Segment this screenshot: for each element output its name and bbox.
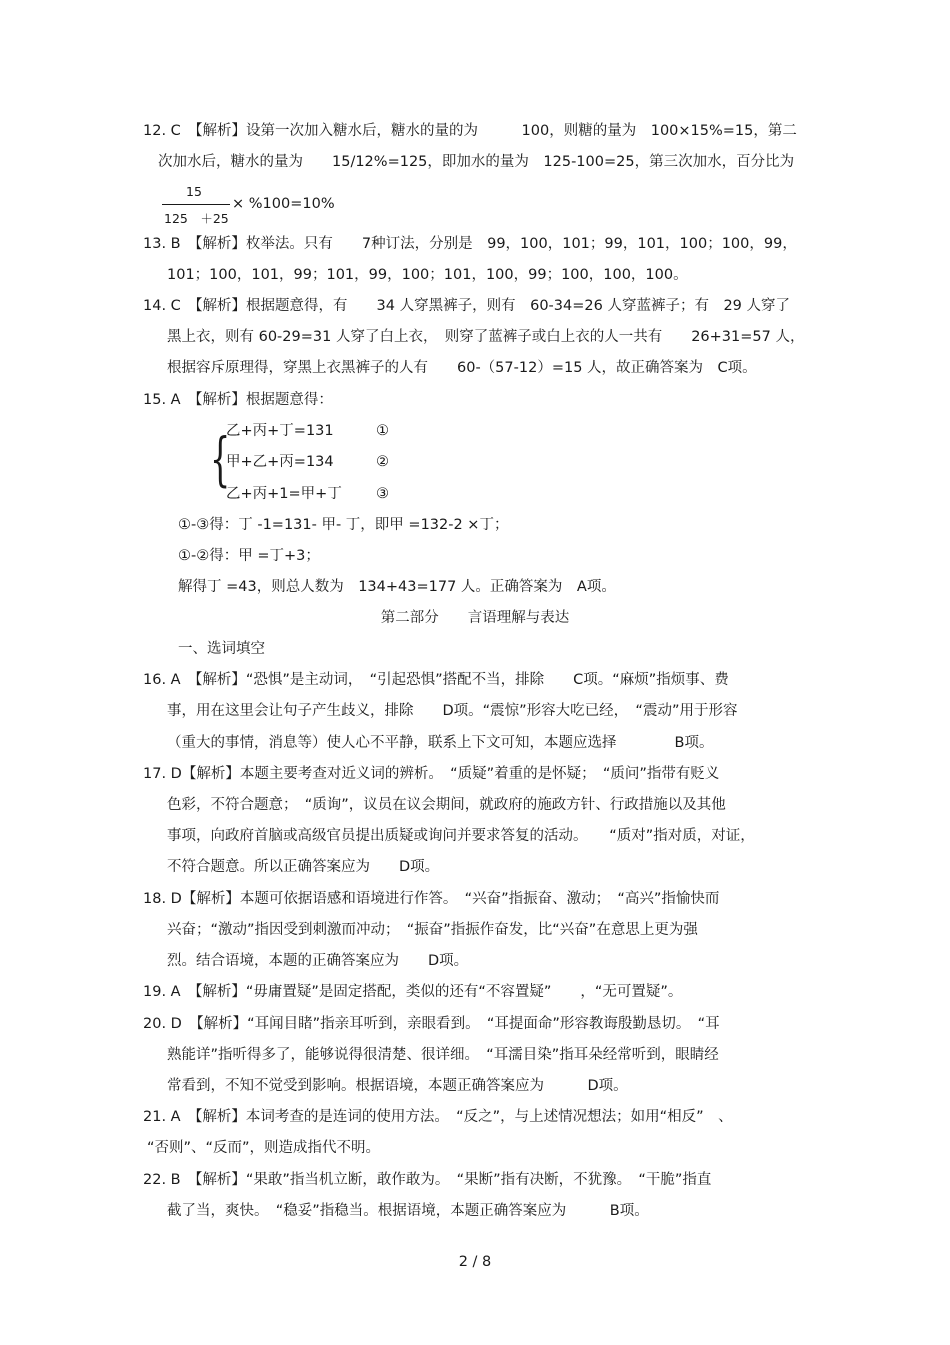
answer-19-line-1: 19. A 【解析】“毋庸置疑”是固定搭配，类似的还有“不容置疑” ，“无可置疑”。: [143, 984, 683, 1000]
answer-12-line-2: 次加水后，糖水的量为 15/12%=125，即加水的量为 125-100=25，第三次加水，百分比为: [158, 154, 795, 170]
answer-14-line-2: 黑上衣，则有 60-29=31 人穿了白上衣， 则穿了蓝裤子或白上衣的人一共有 26+31=57 人，: [167, 329, 805, 345]
answer-15-step-2: ①-②得：甲 =丁+3；: [178, 548, 320, 564]
answer-18-line-3: 烈。结合语境，本题的正确答案应为 D项。: [167, 953, 469, 969]
equation-3: 乙+丙+1=甲+丁: [226, 486, 342, 502]
section-title: 一、选词填空: [178, 641, 265, 657]
equation-2-mark: ②: [376, 454, 389, 470]
fraction-tail: × %100=10%: [232, 196, 335, 212]
equation-2: 甲+乙+丙=134: [226, 454, 334, 470]
answer-17-line-4: 不符合题意。所以正确答案应为 D项。: [167, 859, 440, 875]
fraction-denominator: 125 ＋25: [164, 211, 229, 226]
answer-13-line-1: 13. B 【解析】枚举法。只有 7种订法，分别是 99，100，101；99，101，100；100，99，: [143, 236, 797, 252]
fraction-bar: [162, 204, 230, 205]
answer-20-line-2: 熟能详”指听得多了，能够说得很清楚、很详细。 “耳濡目染”指耳朵经常听到，眼睛经: [167, 1047, 719, 1063]
equation-1: 乙+丙+丁=131: [226, 423, 334, 439]
answer-18-line-2: 兴奋；“激动”指因受到刺激而冲动； “振奋”指振作奋发，比“兴奋”在意思上更为强: [167, 922, 698, 938]
part-title: 第二部分 言语理解与表达: [380, 610, 570, 626]
answer-12-line-1: 12. C 【解析】设第一次加入糖水后，糖水的量的为 100，则糖的量为 100×15%=15，第二: [143, 123, 797, 139]
answer-15-line-1: 15. A 【解析】根据题意得：: [143, 392, 333, 408]
answer-21-line-1: 21. A 【解析】本词考查的是连词的使用方法。 “反之”，与上述情况想法；如用“相反” 、: [143, 1109, 733, 1125]
equation-1-mark: ①: [376, 423, 389, 439]
answer-17-line-3: 事项，向政府首脑或高级官员提出质疑或询问并要求答复的活动。 “质对”指对质，对证，: [167, 828, 755, 844]
answer-17-line-1: 17. D【解析】本题主要考查对近义词的辨析。 “质疑”着重的是怀疑； “质问”指带有贬义: [143, 766, 720, 782]
answer-18-line-1: 18. D【解析】本题可依据语感和语境进行作答。 “兴奋”指振奋、激动； “高兴”指愉快而: [143, 891, 720, 907]
answer-21-line-2: “否则”、“反而”，则造成指代不明。: [147, 1140, 381, 1156]
answer-17-line-2: 色彩，不符合题意； “质询”，议员在议会期间，就政府的施政方针、行政措施以及其他: [167, 797, 726, 813]
answer-13-line-2: 101；100，101，99；101，99，100；101，100，99；100，100，100。: [167, 267, 688, 283]
answer-16-line-2: 事，用在这里会让句子产生歧义，排除 D项。“震惊”形容大吃已经， “震动”用于形容: [167, 703, 738, 719]
brace-icon: {: [210, 425, 231, 493]
answer-20-line-1: 20. D 【解析】“耳闻目睹”指亲耳听到，亲眼看到。 “耳提面命”形容教诲殷勤恳切。 “耳: [143, 1016, 720, 1032]
answer-16-line-3: （重大的事情，消息等）使人心不平静，联系上下文可知，本题应选择 B项。: [167, 735, 714, 751]
answer-15-step-3: 解得丁 =43，则总人数为 134+43=177 人。正确答案为 A项。: [178, 579, 616, 595]
answer-20-line-3: 常看到，不知不觉受到影响。根据语境，本题正确答案应为 D项。: [167, 1078, 628, 1094]
fraction-numerator: 15: [186, 184, 202, 199]
answer-14-line-1: 14. C 【解析】根据题意得，有 34 人穿黑裤子，则有 60-34=26 人穿蓝裤子；有 29 人穿了: [143, 298, 791, 314]
answer-16-line-1: 16. A 【解析】“恐惧”是主动词， “引起恐惧”搭配不当，排除 C项。“麻烦”指烦事、费: [143, 672, 729, 688]
answer-15-step-1: ①-③得：丁 -1=131- 甲- 丁，即甲 =132-2 ×丁；: [178, 517, 509, 533]
equation-3-mark: ③: [376, 486, 389, 502]
answer-14-line-3: 根据容斥原理得，穿黑上衣黑裤子的人有 60-（57-12）=15 人，故正确答案为 C项。: [167, 360, 757, 376]
answer-22-line-2: 截了当，爽快。 “稳妥”指稳当。根据语境，本题正确答案应为 B项。: [167, 1203, 649, 1219]
answer-22-line-1: 22. B 【解析】“果敢”指当机立断，敢作敢为。 “果断”指有决断，不犹豫。 “干脆”指直: [143, 1172, 712, 1188]
page-number: 2 / 8: [458, 1254, 492, 1270]
